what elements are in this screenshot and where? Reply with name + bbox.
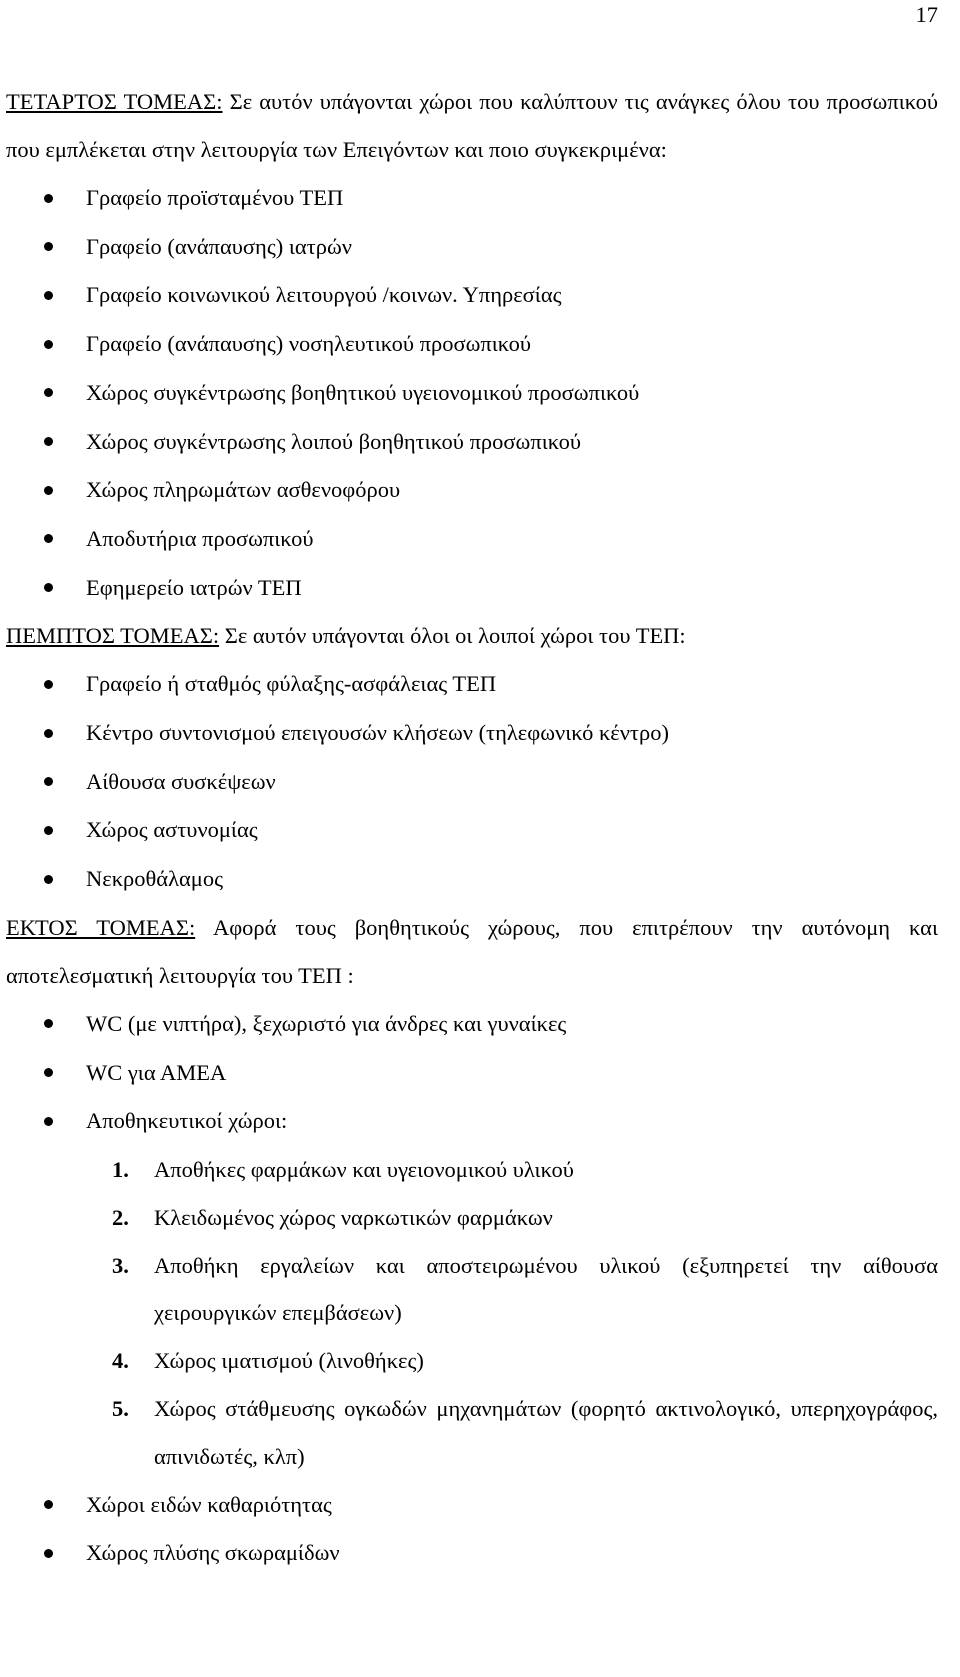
list-item [6,271,938,320]
list-item [6,1000,938,1049]
bullet-icon [44,534,53,543]
list-item-text: Εφημερείο ιατρών ΤΕΠ [86,574,302,600]
extra-section-list-after [6,1481,938,1578]
bullet-icon [44,875,53,884]
extra-section-label: ΕΚΤΟΣ ΤΟΜΕΑΣ: [6,914,196,940]
list-item-text: Νεκροθάλαμος [86,866,223,892]
list-item [6,223,938,272]
numbered-item-text: Κλειδωμένος χώρος ναρκωτικών φαρμάκων [154,1204,553,1230]
list-item-text: WC για ΑΜΕΑ [86,1059,227,1085]
list-item [6,1481,938,1530]
numbered-item-text: Χώρος ιματισμού (λινοθήκες) [154,1348,424,1374]
list-item-text: WC (με νιπτήρα), ξεχωριστό για άνδρες και γυναίκες [86,1010,567,1036]
section4-text: Σε αυτόν υπάγονται χώροι που καλύπτουν τις ανάγκες όλου του προσωπικού που εμπλέκεται στην λειτουργία των Επειγόντων και ποιο συγκεκριμένα: [6,89,938,162]
section4-intro [6,78,938,174]
numbered-item [6,1337,938,1385]
bullet-icon [44,1549,53,1558]
storage-list [6,1146,938,1481]
list-item [6,174,938,223]
bullet-icon [44,486,53,495]
item-number: 3. [112,1252,129,1278]
extra-section-list [6,1000,938,1146]
list-item-text: Χώρος συγκέντρωσης λοιπού βοηθητικού προσωπικού [86,428,581,454]
list-item [6,709,938,758]
bullet-icon [44,1019,53,1028]
item-number: 1. [112,1156,129,1182]
numbered-item-text: Αποθήκη εργαλείων και αποστειρωμένου υλικού (εξυπηρετεί την αίθουσα χειρουργικών επεμβάσεων) [154,1252,938,1326]
item-number: 2. [112,1204,129,1230]
list-item [6,320,938,369]
list-item-text: Γραφείο κοινωνικού λειτουργού /κοινων. Υπηρεσίας [86,282,562,308]
list-item-text: Γραφείο προϊσταμένου ΤΕΠ [86,185,344,210]
bullet-icon [44,437,53,446]
list-item [6,855,938,904]
section5-text: Σε αυτόν υπάγονται όλοι οι λοιποί χώροι του ΤΕΠ: [219,623,686,649]
section5-intro [6,612,938,660]
page-number: 17 [915,2,938,27]
list-item-text: Γραφείο (ανάπαυσης) ιατρών [86,233,352,259]
list-item [6,660,938,709]
bullet-icon [44,242,53,251]
bullet-icon [44,826,53,835]
section5-list [6,660,938,904]
bullet-icon [44,194,53,203]
bullet-icon [44,583,53,592]
bullet-icon [44,388,53,397]
list-item-text: Αποθηκευτικοί χώροι: [86,1108,288,1134]
bullet-icon [44,1068,53,1077]
list-item-text: Χώρος συγκέντρωσης βοηθητικού υγειονομικού προσωπικού [86,379,640,405]
list-item-text: Αποδυτήρια προσωπικού [86,525,314,551]
extra-section-text: Αφορά τους βοηθητικούς χώρους, που επιτρέπουν την αυτόνομη και αποτελεσματική λειτουργία του ΤΕΠ : [6,914,938,988]
bullet-icon [44,680,53,689]
list-item [6,758,938,807]
bullet-icon [44,729,53,738]
list-item [6,806,938,855]
bullet-icon [44,1117,53,1126]
bullet-icon [44,1500,53,1509]
numbered-item [6,1146,938,1194]
numbered-item-text: Αποθήκες φαρμάκων και υγειονομικού υλικού [154,1156,574,1182]
numbered-item [6,1194,938,1242]
numbered-item [6,1242,938,1338]
bullet-icon [44,340,53,349]
bullet-icon [44,291,53,300]
section4-label: ΤΕΤΑΡΤΟΣ ΤΟΜΕΑΣ: [6,89,223,114]
item-number: 4. [112,1348,129,1374]
bullet-icon [44,777,53,786]
list-item [6,369,938,418]
list-item [6,466,938,515]
section5-label: ΠΕΜΠΤΟΣ ΤΟΜΕΑΣ: [6,623,220,649]
document-body [6,78,938,1578]
list-item [6,1529,938,1578]
list-item-text: Χώρος πλύσης σκωραμίδων [86,1540,340,1566]
list-item [6,1097,938,1146]
extra-section-intro [6,904,938,1000]
list-item [6,418,938,467]
list-item-text: Κέντρο συντονισμού επειγουσών κλήσεων (τηλεφωνικό κέντρο) [86,720,669,746]
list-item-text: Γραφείο ή σταθμός φύλαξης-ασφάλειας ΤΕΠ [86,671,497,697]
list-item-text: Χώρος πληρωμάτων ασθενοφόρου [86,477,401,503]
list-item-text: Χώρος αστυνομίας [86,817,258,843]
list-item [6,564,938,613]
list-item [6,515,938,564]
list-item-text: Χώροι ειδών καθαριότητας [86,1491,332,1517]
list-item [6,1049,938,1098]
numbered-item [6,1385,938,1481]
numbered-item-text: Χώρος στάθμευσης ογκωδών μηχανημάτων (φορητό ακτινολογικό, υπερηχογράφος, απινιδωτές, κλπ) [154,1395,938,1469]
section4-list [6,174,938,612]
list-item-text: Αίθουσα συσκέψεων [86,768,276,794]
item-number: 5. [112,1395,129,1421]
list-item-text: Γραφείο (ανάπαυσης) νοσηλευτικού προσωπικού [86,331,532,357]
